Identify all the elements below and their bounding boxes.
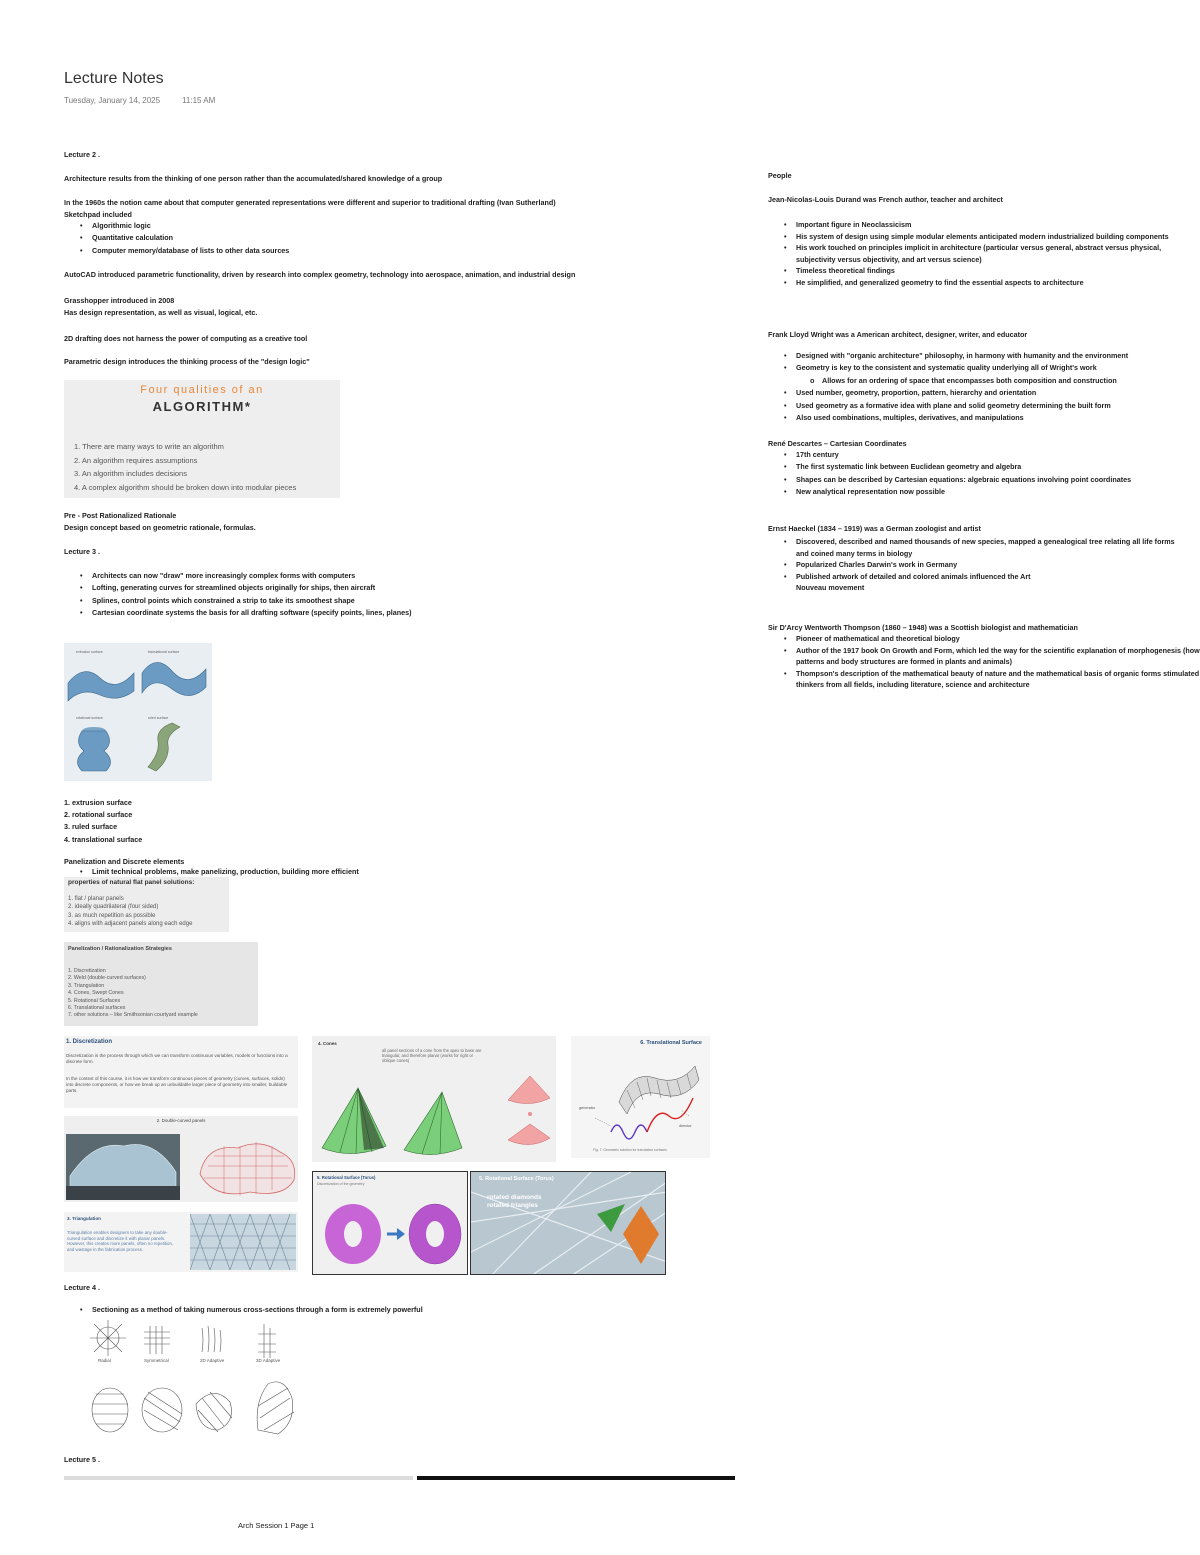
list-item: • Important figure in Neoclassicism — [796, 219, 1200, 231]
torus-illustration — [313, 1172, 468, 1275]
figure-heading: 5. Rotational Surface (Torus) — [317, 1175, 376, 1180]
divider — [417, 1476, 735, 1480]
sectioning-illustration — [88, 1318, 296, 1440]
double-curved-illustration — [64, 1116, 298, 1202]
list-item: • 17th century — [796, 449, 1131, 461]
paragraph: Architecture results from the thinking of one person rather than the accumulated/shared knowledge of a group — [64, 174, 443, 183]
svg-text:rotational surface: rotational surface — [76, 716, 103, 720]
list-item: • Popularized Charles Darwin's work in Germany — [796, 559, 1176, 571]
haeckel-list — [768, 536, 1176, 594]
figure-label: Symmetrical — [144, 1358, 169, 1363]
lecture-4-heading: Lecture 4 . — [64, 1283, 100, 1292]
list-item: 1. extrusion surface — [64, 798, 132, 807]
list-item: 3. Triangulation — [68, 982, 105, 989]
paragraph: Sketchpad included — [64, 210, 132, 219]
surfaces-illustration — [64, 643, 212, 781]
wright-list — [768, 350, 1128, 424]
list-item: o Allows for an ordering of space that encompasses both composition and construction — [796, 375, 1128, 387]
algorithm-list — [74, 440, 296, 494]
list-item: • Quantitative calculation — [92, 232, 289, 244]
flat-panel-figure — [64, 877, 229, 932]
figure-label: rotated triangles — [487, 1202, 538, 1209]
list-item: 4. Cones, Swept Cones — [68, 990, 124, 997]
double-curved-figure — [64, 1116, 298, 1202]
list-item: • Author of the 1917 book On Growth and Form, which led the way for the scientific explanation of morphogenesis (how patterns and body structures are formed in plants and animals) — [796, 645, 1200, 668]
figure-heading: ALGORITHM* — [152, 399, 252, 414]
list-item: • Discovered, described and named thousands of new species, mapped a genealogical tree relating all life forms and coined many terms in biology — [796, 536, 1176, 559]
list-item: 4. A complex algorithm should be broken down into modular pieces — [74, 482, 297, 492]
list-item: 7. other solutions – like Smithsonian courtyard example — [68, 1012, 198, 1019]
lecture-3-list — [64, 570, 412, 620]
list-item: 5. Rotational Surfaces — [68, 997, 121, 1004]
list-item: 2. Weld (double-curved surfaces) — [68, 975, 146, 982]
list-item: • Used number, geometry, proportion, pattern, hierarchy and orientation — [796, 387, 1128, 399]
torus-panels-illustration — [471, 1172, 666, 1275]
label-generator: generator — [579, 1106, 596, 1110]
haeckel-heading: Ernst Haeckel (1834 – 1919) was a German zoologist and artist — [768, 524, 981, 533]
figure-label: Radial — [98, 1358, 111, 1363]
figure-heading: 3. Triangulation — [67, 1216, 101, 1221]
list-item: • He simplified, and generalized geometry to find the essential aspects to architecture — [796, 277, 1200, 289]
list-item: 1. flat / planar panels — [68, 896, 124, 902]
figure-label: 3D Adaptive — [256, 1358, 281, 1363]
list-item: • Shapes can be described by Cartesian equations: algebraic equations involving point coordinates — [796, 474, 1131, 486]
strategies-list — [68, 968, 198, 1020]
list-item: 2. An algorithm requires assumptions — [74, 455, 198, 465]
figure-heading: Four qualities of an — [140, 384, 264, 396]
figure-text: all panel sections of a cone from the apex to base are triangular, and therefore planar (works for right or oblique cones) — [382, 1048, 482, 1064]
list-item: • Lofting, generating curves for streamlined objects originally for ships, then aircraft — [92, 582, 412, 594]
lecture-5-heading: Lecture 5 . — [64, 1455, 100, 1464]
list-item: • Thompson's description of the mathematical beauty of nature and the mathematical basis of organic forms stimulated thinkers from all fields, including literature, science and architecture — [796, 668, 1200, 691]
list-item: • Timeless theoretical findings — [796, 265, 1200, 277]
figure-subheading: Discretization of the geometry — [317, 1182, 365, 1186]
durand-list — [768, 219, 1200, 288]
page-title: Lecture Notes — [64, 70, 164, 87]
figure-heading: 1. Discretization — [66, 1039, 113, 1045]
paragraph: In the 1960s the notion came about that computer generated representations were different and superior to traditional drafting (Ivan Sutherland) — [64, 198, 556, 207]
list-item: • Computer memory/database of lists to other data sources — [92, 245, 289, 257]
sectioning-figure — [88, 1318, 296, 1440]
paragraph: Grasshopper introduced in 2008 — [64, 296, 175, 305]
discretization-figure — [64, 1036, 298, 1108]
paragraph: AutoCAD introduced parametric functionality, driven by research into complex geometry, technology into aerospace, animation, and industrial design — [64, 270, 576, 279]
flat-panel-list — [68, 895, 192, 928]
translational-figure — [571, 1036, 710, 1158]
label-director: director — [679, 1124, 692, 1128]
wright-heading: Frank Lloyd Wright was a American architect, designer, writer, and educator — [768, 330, 1028, 339]
paragraph: Pre - Post Rationalized Rationale — [64, 511, 177, 520]
list-item: 3. An algorithm includes decisions — [74, 469, 187, 478]
list-item: 2. rotational surface — [64, 810, 133, 820]
lecture-4-list — [64, 1304, 423, 1316]
strategies-figure — [64, 942, 258, 1026]
list-item: • New analytical representation now possible — [796, 486, 1131, 498]
figure-caption: Fig. 7. Geometric solution for translation surfaces — [593, 1148, 667, 1152]
page-time: 11:15 AM — [182, 96, 216, 105]
list-item: • Cartesian coordinate systems the basis for all drafting software (specify points, lines, planes) — [92, 607, 412, 619]
figure-heading: 6. Translational Surface — [640, 1040, 702, 1046]
figure-text: Triangulation enables designers to take any double-curved surface and discretize it with planar panels. However, this creates more panels, often no repetition, and wastage in the fabrication process. — [67, 1230, 174, 1252]
list-item: 4. aligns with adjacent panels along each edge — [68, 920, 193, 927]
page-timestamp — [64, 96, 237, 105]
sketchpad-list — [64, 220, 289, 257]
page-date: Tuesday, January 14, 2025 — [64, 96, 161, 105]
figure-text: In the context of this course, it is how we transform continuous pieces of geometry (curves, surfaces, solids) into discrete components, or how we break up an unbuildable larger piece of geometry into smaller, buildable parts. — [66, 1076, 288, 1093]
figure-label: 2D Adaptive — [200, 1358, 225, 1363]
svg-text:extrusion surface: extrusion surface — [76, 650, 103, 654]
list-item: • His system of design using simple modular elements anticipated modern industrialized building components — [796, 231, 1200, 243]
list-item: • Geometry is key to the consistent and systematic quality underlying all of Wright's work — [796, 362, 1128, 374]
figure-text: Discretization is the process through which we can transform continuous variables, models or functions into a discrete form. — [66, 1053, 288, 1064]
list-item: • Sectioning as a method of taking numerous cross-sections through a form is extremely powerful — [92, 1304, 423, 1316]
surfaces-figure — [64, 643, 212, 781]
divider — [64, 1476, 413, 1480]
panelization-heading: Panelization and Discrete elements — [64, 857, 185, 866]
list-item: • Architects can now "draw" more increasingly complex forms with computers — [92, 570, 412, 582]
list-item: • Limit technical problems, make panelizing, production, building more efficient — [92, 866, 359, 878]
svg-text:translational surface: translational surface — [148, 650, 180, 654]
durand-heading: Jean-Nicolas-Louis Durand was French author, teacher and architect — [768, 195, 1003, 204]
paragraph: Design concept based on geometric rationale, formulas. — [64, 523, 256, 532]
figure-heading: 5. Rotational Surface (Torus) — [479, 1176, 554, 1182]
list-item: 6. Translational surfaces — [68, 1005, 126, 1012]
cones-figure — [312, 1036, 556, 1162]
list-item: • Algorithmic logic — [92, 220, 289, 232]
list-item: • Published artwork of detailed and colored animals influenced the Art Nouveau movement — [796, 571, 1056, 594]
list-item: • Designed with "organic architecture" philosophy, in harmony with humanity and the environment — [796, 350, 1128, 362]
list-item: 3. as much repetition as possible — [68, 912, 156, 919]
lecture-3-heading: Lecture 3 . — [64, 547, 100, 556]
figure-label: rotated diamonds — [487, 1194, 542, 1201]
list-item: 3. ruled surface — [64, 822, 118, 832]
list-item: 2. ideally quadrilateral (four sided) — [68, 904, 159, 911]
list-item: • Pioneer of mathematical and theoretical biology — [796, 633, 1200, 645]
triangulation-figure — [64, 1212, 298, 1272]
list-item: 4. translational surface — [64, 834, 143, 844]
list-item: 1. Discretization — [68, 968, 106, 974]
people-heading: People — [768, 171, 792, 180]
list-item: • The first systematic link between Euclidean geometry and algebra — [796, 461, 1131, 473]
torus-panels-figure — [470, 1171, 666, 1275]
thompson-list — [768, 633, 1200, 691]
lecture-2-heading: Lecture 2 . — [64, 150, 100, 159]
algorithm-figure — [64, 380, 340, 498]
paragraph: Has design representation, as well as visual, logical, etc. — [64, 308, 258, 317]
torus-panel-labels — [487, 1194, 542, 1210]
descartes-heading: René Descartes – Cartesian Coordinates — [768, 439, 907, 448]
list-item: • Also used combinations, multiples, derivatives, and manipulations — [796, 412, 1128, 424]
triangulation-illustration — [190, 1214, 296, 1270]
figure-heading: 2. Double-curved panels — [156, 1118, 206, 1123]
descartes-list — [768, 449, 1131, 499]
list-item: • Used geometry as a formative idea with plane and solid geometry determining the built form — [796, 400, 1128, 412]
list-item: • Splines, control points which constrained a strip to take its smoothest shape — [92, 595, 412, 607]
paragraph: 2D drafting does not harness the power of computing as a creative tool — [64, 334, 308, 343]
thompson-heading: Sir D'Arcy Wentworth Thompson (1860 – 1948) was a Scottish biologist and mathematician — [768, 623, 1078, 632]
paragraph: Parametric design introduces the thinking process of the "design logic" — [64, 357, 310, 366]
rotational-figure — [312, 1171, 468, 1275]
list-item: 1. There are many ways to write an algorithm — [74, 442, 224, 451]
figure-heading: properties of natural flat panel solutions: — [68, 879, 195, 886]
figure-heading: Panelization / Rationalization Strategies — [68, 946, 172, 952]
list-item: • His work touched on principles implicit in architecture (particular versus general, abstract versus physical, subjectivity versus objectivity, and art versus science) — [796, 242, 1200, 265]
svg-text:ruled surface: ruled surface — [148, 716, 169, 720]
surface-list — [64, 797, 142, 846]
translational-illustration — [571, 1036, 710, 1158]
figure-heading: 4. Cones — [318, 1041, 337, 1046]
page-footer: Arch Session 1 Page 1 — [238, 1521, 315, 1530]
